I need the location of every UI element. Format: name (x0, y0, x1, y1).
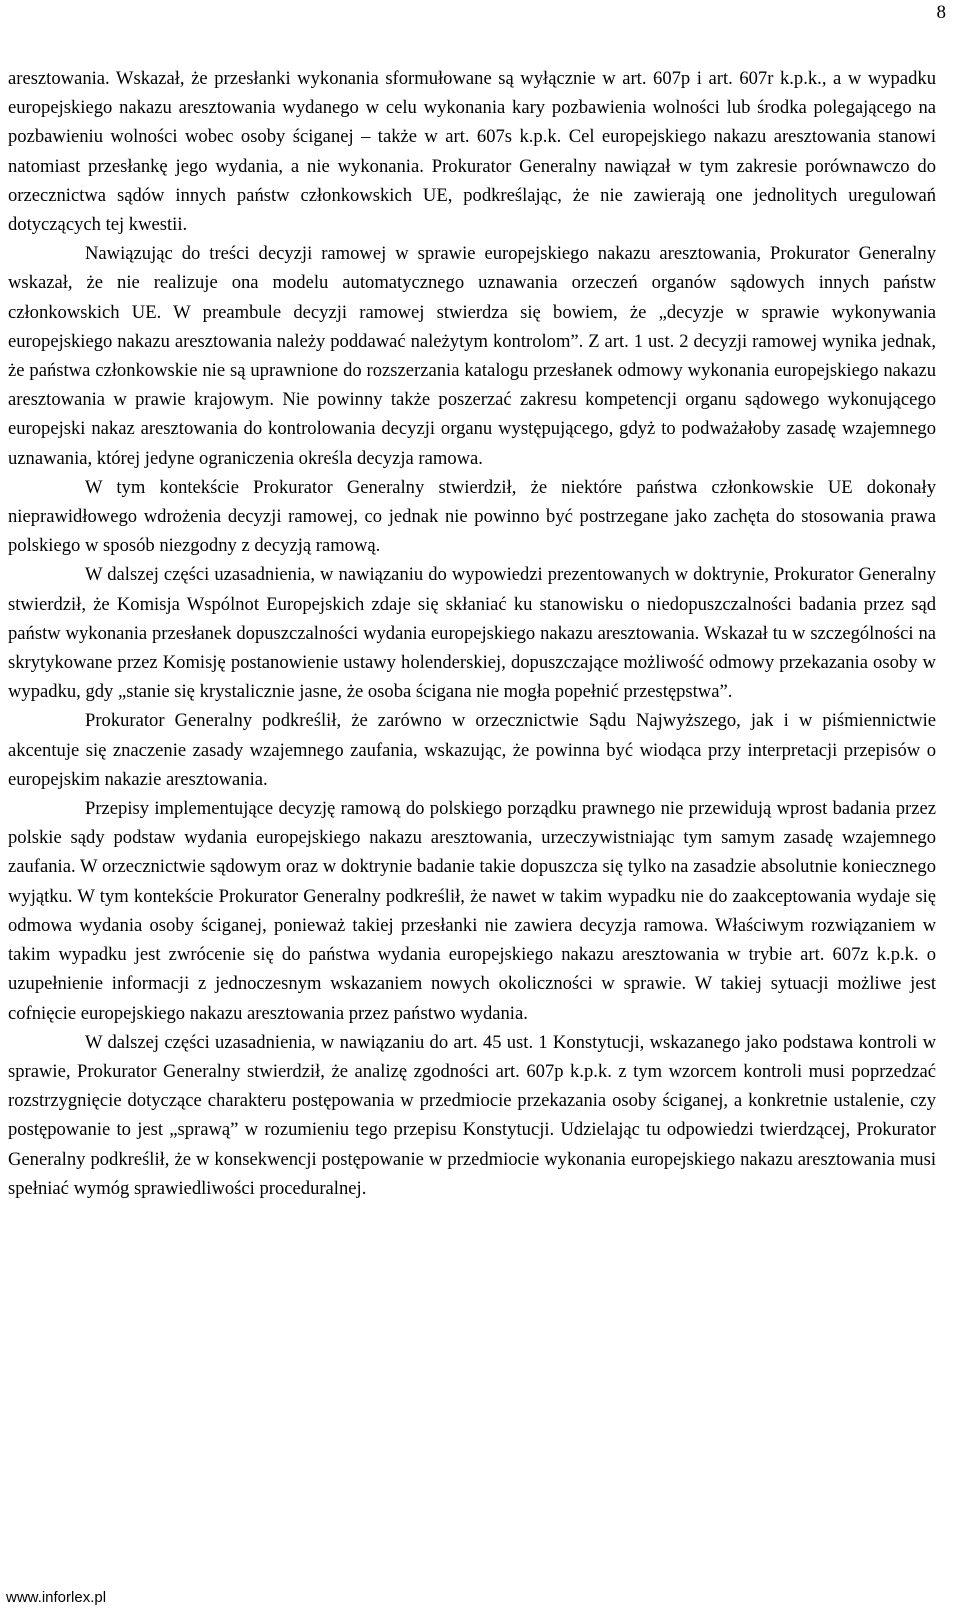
paragraph: W tym kontekście Prokurator Generalny stwierdził, że niektóre państwa członkowskie UE dokonały nieprawidłowego wdrożenia decyzji ramowej, co jednak nie powinno być postrzegane jako zachęta do stosowania prawa polskiego w sposób niezgodny z decyzją ramową. (8, 476, 936, 557)
page-number: 8 (936, 2, 946, 23)
paragraph: W dalszej części uzasadnienia, w nawiązaniu do art. 45 ust. 1 Konstytucji, wskazanego jako podstawa kontroli w sprawie, Prokurator Generalny stwierdził, że analizę zgodności art. 607p k.p.k. z tym wzorcem kontroli musi poprzedzać rozstrzygnięcie dotyczące charakteru postępowania w przedmiocie przekazania osoby ściganej, a konkretnie ustalenie, czy postępowanie to jest „sprawą” w rozumieniu tego przepisu Konstytucji. Udzielając tu odpowiedzi twierdzącej, Prokurator Generalny podkreślił, że w konsekwencji postępowanie w przedmiocie wykonania europejskiego nakazu aresztowania musi spełniać wymóg sprawiedliwości proceduralnej. (8, 1031, 936, 1199)
paragraph: Nawiązując do treści decyzji ramowej w sprawie europejskiego nakazu aresztowania, Prokurator Generalny wskazał, że nie realizuje ona modelu automatycznego uznawania orzeczeń organów sądowych innych państw członkowskich UE. W preambule decyzji ramowej stwierdza się bowiem, że „decyzje w sprawie wykonywania europejskiego nakazu aresztowania należy poddawać należytym kontrolom”. Z art. 1 ust. 2 decyzji ramowej wynika jednak, że państwa członkowskie nie są uprawnione do rozszerzania katalogu przesłanek odmowy wykonania europejskiego nakazu aresztowania w prawie krajowym. Nie powinny także poszerzać zakresu kompetencji organu sądowego wykonującego europejski nakaz aresztowania do kontrolowania decyzji organu występującego, gdyż to podważałoby zasadę wzajemnego uznawania, której jedyne ograniczenia określa decyzja ramowa. (8, 243, 936, 469)
document-body (8, 64, 936, 1203)
footer-website: www.inforlex.pl (6, 1589, 107, 1606)
paragraph: Przepisy implementujące decyzję ramową do polskiego porządku prawnego nie przewidują wprost badania przez polskie sądy podstaw wydania europejskiego nakazu aresztowania, urzeczywistniając tym samym zasadę wzajemnego zaufania. W orzecznictwie sądowym oraz w doktrynie badanie takie dopuszcza się tylko na zasadzie absolutnie koniecznego wyjątku. W tym kontekście Prokurator Generalny podkreślił, że nawet w takim wypadku nie do zaakceptowania wydaje się odmowa wydania osoby ściganej, ponieważ takiej przesłanki nie zawiera decyzja ramowa. Właściwym rozwiązaniem w takim wypadku jest zwrócenie się do państwa wydania europejskiego nakazu aresztowania w trybie art. 607z k.p.k. o uzupełnienie informacji z jednoczesnym wskazaniem nowych okoliczności w sprawie. W takiej sytuacji możliwe jest cofnięcie europejskiego nakazu aresztowania przez państwo wydania. (8, 798, 936, 1024)
paragraph: aresztowania. Wskazał, że przesłanki wykonania sformułowane są wyłącznie w art. 607p i art. 607r k.p.k., a w wypadku europejskiego nakazu aresztowania wydanego w celu wykonania kary pozbawienia wolności lub środka polegającego na pozbawieniu wolności wobec osoby ściganej – także w art. 607s k.p.k. Cel europejskiego nakazu aresztowania stanowi natomiast przesłankę jego wydania, a nie wykonania. Prokurator Generalny nawiązał w tym zakresie porównawczo do orzecznictwa sądów innych państw członkowskich UE, podkreślając, że nie zawierają one jednolitych uregulowań dotyczących tej kwestii. (8, 68, 936, 236)
paragraph: W dalszej części uzasadnienia, w nawiązaniu do wypowiedzi prezentowanych w doktrynie, Prokurator Generalny stwierdził, że Komisja Wspólnot Europejskich zdaje się skłaniać ku stanowisku o niedopuszczalności badania przez sąd państw wykonania przesłanek dopuszczalności wydania europejskiego nakazu aresztowania. Wskazał tu w szczególności na skrytykowane przez Komisję postanowienie ustawy holenderskiej, dopuszczające możliwość odmowy przekazania osoby w wypadku, gdy „stanie się krystalicznie jasne, że osoba ścigana nie mogła popełnić przestępstwa”. (8, 564, 936, 703)
paragraph: Prokurator Generalny podkreślił, że zarówno w orzecznictwie Sądu Najwyższego, jak i w piśmiennictwie akcentuje się znaczenie zasady wzajemnego zaufania, wskazując, że powinna być wiodąca przy interpretacji przepisów o europejskim nakazie aresztowania. (8, 710, 936, 790)
